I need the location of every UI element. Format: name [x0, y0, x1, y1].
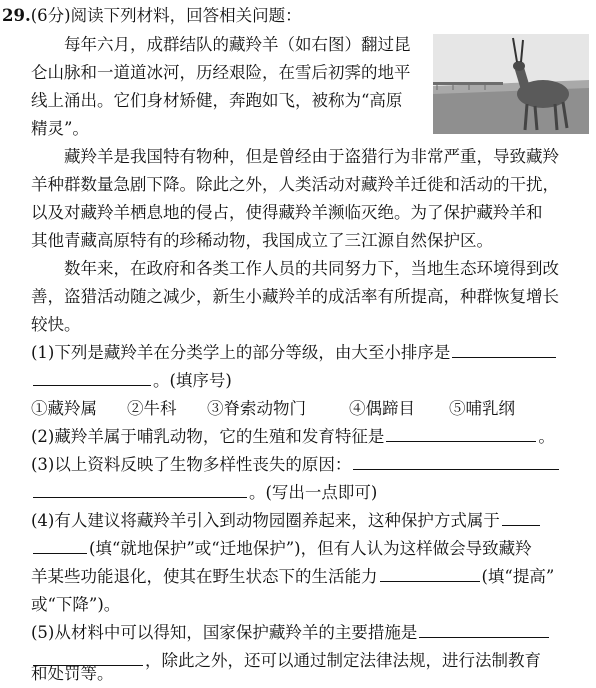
passage-line: 藏羚羊是我国特有物种，但是曾经由于盗猎行为非常严重，导致藏羚 [64, 147, 559, 166]
q1-option: ⑤哺乳纲 [449, 399, 515, 418]
question-number: 29. [2, 6, 31, 25]
q4-prompt [31, 507, 542, 535]
q3-prompt [31, 451, 561, 479]
q3-suffix: 。(写出一点即可) [249, 483, 378, 502]
q5-prompt [31, 619, 551, 647]
q4-line2: (填“就地保护”或“迁地保护”)，但有人认为这样做会导致藏羚 [89, 539, 532, 558]
q2-prompt [31, 423, 555, 451]
q3-answer-blank-b[interactable] [33, 479, 247, 498]
q1-answer-blank-a[interactable] [452, 339, 556, 358]
q4-line3a: 羊某些功能退化，使其在野生状态下的生活能力 [31, 567, 378, 586]
q5-line3: 和处罚等。 [31, 664, 114, 683]
passage-line: 精灵”。 [31, 119, 89, 138]
q1-options [31, 395, 515, 423]
passage-line: 线上涌出。它们身材矫健，奔跑如飞，被称为“高原 [31, 91, 403, 110]
q4-answer-blank-a[interactable] [502, 507, 540, 526]
q4-prompt-cont [31, 535, 532, 563]
q1-option: ④偶蹄目 [349, 399, 415, 418]
q5-line2: ，除此之外，还可以通过制定法律法规，进行法制教育 [145, 651, 541, 670]
question-header [2, 2, 302, 30]
passage-line: 仑山脉和一道道冰河，历经艰险，在雪后初霁的地平 [31, 63, 411, 82]
passage-line: 每年六月，成群结队的藏羚羊（如右图）翻过昆 [64, 35, 411, 54]
q5-answer-blank-a[interactable] [419, 619, 549, 638]
tibetan-antelope-photo [433, 34, 589, 134]
q1-answer-blank-b[interactable] [33, 367, 151, 386]
q2-answer-blank[interactable] [386, 423, 536, 442]
passage-line: 羊种群数量急剧下降。除此之外，人类活动对藏羚羊迁徙和活动的干扰， [31, 175, 559, 194]
q2-suffix: 。 [538, 427, 555, 446]
passage-line: 其他青藏高原特有的珍稀动物，我国成立了三江源自然保护区。 [31, 231, 493, 250]
q1-option: ③脊索动物门 [207, 399, 306, 418]
q1-option: ①藏羚属 [31, 399, 97, 418]
passage-line: 较快。 [31, 315, 81, 334]
passage-line: 数年来，在政府和各类工作人员的共同努力下，当地生态环境得到改 [64, 259, 559, 278]
q3-answer-blank-a[interactable] [353, 451, 559, 470]
passage-line: 善，盗猎活动随之减少，新生小藏羚羊的成活率有所提高，种群恢复增长 [31, 287, 559, 306]
q4-line4: 或“下降”)。 [31, 595, 121, 614]
q1-prompt [31, 339, 558, 367]
question-instruction: 阅读下列材料，回答相关问题： [70, 6, 302, 25]
q5-line1: (5)从材料中可以得知，国家保护藏羚羊的主要措施是 [31, 623, 418, 642]
q1-suffix: 。(填序号) [153, 371, 232, 390]
q4-prompt-cont2 [31, 563, 554, 591]
q1-prompt-cont [31, 367, 232, 395]
q4-answer-blank-c[interactable] [380, 563, 480, 582]
q1-option: ②牛科 [127, 399, 177, 418]
passage-line: 以及对藏羚羊栖息地的侵占，使得藏羚羊濒临灭绝。为了保护藏羚羊和 [31, 203, 543, 222]
question-score: (6分) [30, 6, 71, 25]
q4-answer-blank-b[interactable] [33, 535, 87, 554]
q1-text: (1)下列是藏羚羊在分类学上的部分等级，由大至小排序是 [31, 343, 451, 362]
q3-prompt-cont [31, 479, 377, 507]
q4-line1: (4)有人建议将藏羚羊引入到动物园圈养起来，这种保护方式属于 [31, 511, 500, 530]
q4-line3b: (填“提高” [481, 567, 555, 586]
q3-text: (3)以上资料反映了生物多样性丧失的原因： [31, 455, 352, 474]
q2-text: (2)藏羚羊属于哺乳动物，它的生殖和发育特征是 [31, 427, 385, 446]
